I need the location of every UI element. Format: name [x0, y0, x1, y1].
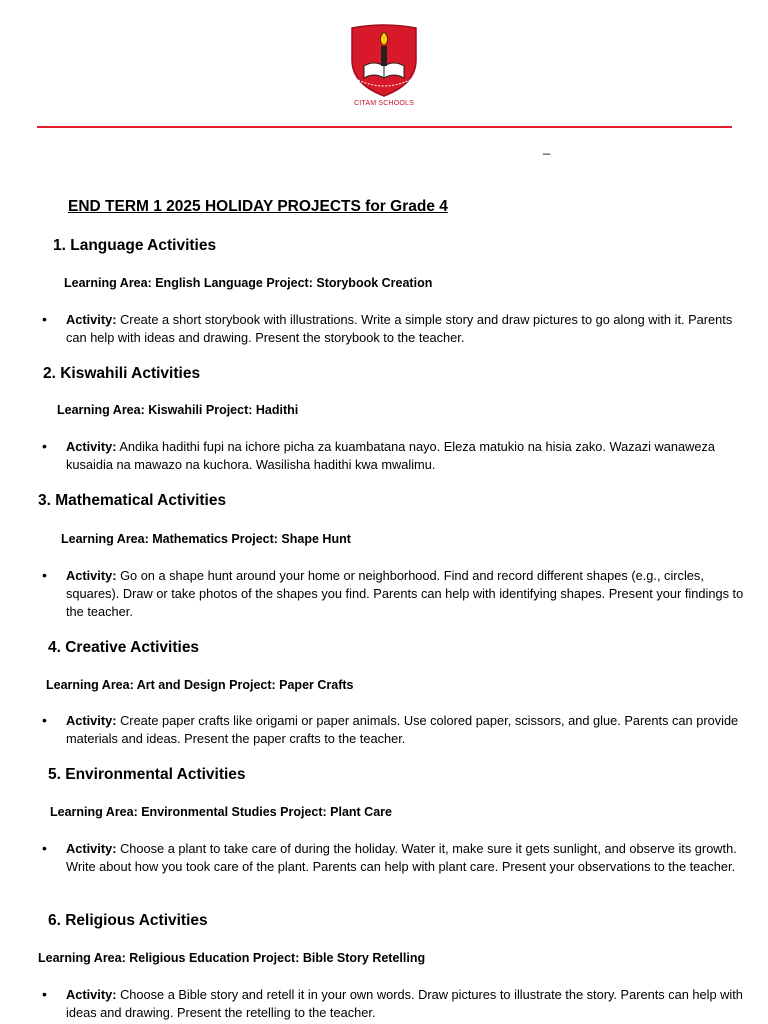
activity-label: Activity:	[66, 841, 117, 856]
section-heading: 6. Religious Activities	[48, 912, 208, 929]
activity-text: Andika hadithi fupi na ichore picha za kuambatana nayo. Eleza matukio na hisia zako. Wazazi wanaweza kusaidia na mawazo na kuchora. Wasilisha hadithi kwa mwalimu.	[66, 439, 715, 473]
learning-area: Learning Area: English Language Project: Storybook Creation	[64, 276, 433, 290]
learning-area: Learning Area: Religious Education Project: Bible Story Retelling	[38, 951, 426, 965]
activity-label: Activity:	[66, 312, 117, 327]
header-dash: _	[543, 140, 551, 155]
learning-area: Learning Area: Art and Design Project: Paper Crafts	[46, 678, 354, 692]
logo-caption: CITAM SCHOOLS	[353, 100, 415, 107]
activity-paragraph	[66, 712, 756, 748]
bullet-icon: •	[42, 438, 47, 454]
activity-text: Choose a Bible story and retell it in your own words. Draw pictures to illustrate the story. Parents can help with ideas and drawing. Present the retelling to the teacher.	[66, 987, 743, 1021]
activity-label: Activity:	[66, 568, 117, 583]
learning-area: Learning Area: Mathematics Project: Shape Hunt	[61, 532, 351, 546]
activity-paragraph	[66, 567, 756, 622]
activity-text: Create a short storybook with illustrations. Write a simple story and draw pictures to go along with it. Parents can help with ideas and drawing. Present the storybook to the teacher.	[66, 312, 733, 346]
bullet-icon: •	[42, 840, 47, 856]
bullet-icon: •	[42, 986, 47, 1002]
section-heading: 5. Environmental Activities	[48, 766, 246, 783]
activity-label: Activity:	[66, 987, 117, 1002]
activity-paragraph	[66, 438, 756, 474]
section-heading: 4. Creative Activities	[48, 639, 200, 656]
activity-paragraph	[66, 986, 756, 1022]
activity-paragraph	[66, 840, 756, 876]
learning-area: Learning Area: Kiswahili Project: Hadithi	[57, 403, 299, 417]
section-heading: 2. Kiswahili Activities	[43, 365, 201, 382]
activity-label: Activity:	[66, 439, 117, 454]
activity-text: Create paper crafts like origami or paper animals. Use colored paper, scissors, and glue. Parents can provide materials and ideas. Present the paper crafts to the teacher.	[66, 713, 739, 747]
section-heading: 3. Mathematical Activities	[38, 492, 227, 509]
page-title: END TERM 1 2025 HOLIDAY PROJECTS for Grade 4	[68, 198, 448, 215]
activity-text: Choose a plant to take care of during the holiday. Water it, make sure it gets sunlight, and observe its growth. Write about how you took care of the plant. Parents can help with plant care. Present your observations to the teacher.	[66, 841, 737, 875]
learning-area: Learning Area: Environmental Studies Project: Plant Care	[50, 805, 392, 819]
activity-label: Activity:	[66, 713, 117, 728]
bullet-icon: •	[42, 567, 47, 583]
bullet-icon: •	[42, 311, 47, 327]
bullet-icon: •	[42, 712, 47, 728]
activity-text: Go on a shape hunt around your home or neighborhood. Find and record different shapes (e.g., circles, squares). Draw or take photos of the shapes you find. Parents can help with identifying shapes. Present your findings to the teacher.	[66, 568, 744, 620]
activity-paragraph	[66, 311, 756, 347]
section-heading: 1. Language Activities	[53, 237, 217, 254]
school-logo	[334, 22, 434, 107]
crest-icon	[346, 22, 422, 98]
header-divider	[37, 126, 732, 128]
